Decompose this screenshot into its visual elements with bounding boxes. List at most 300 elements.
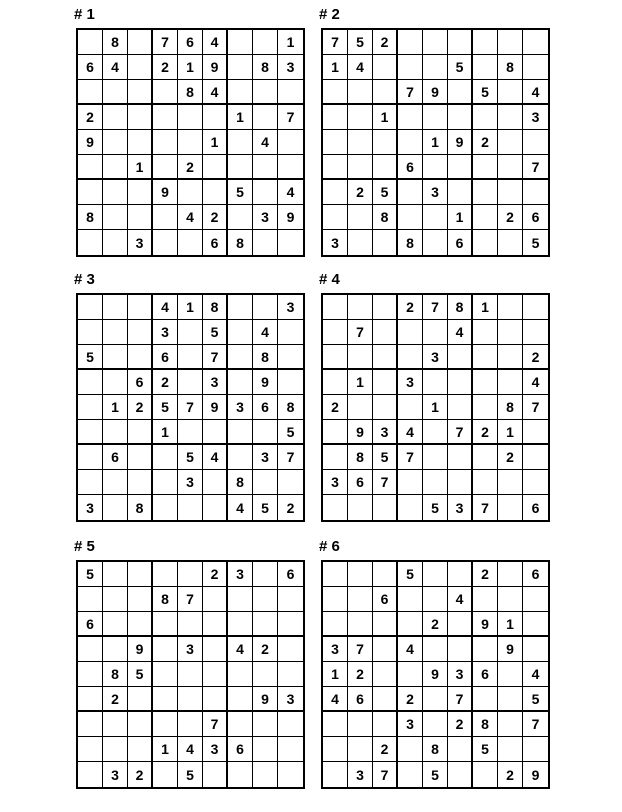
sudoku-cell (153, 662, 178, 687)
sudoku-cell (203, 687, 228, 712)
sudoku-cell: 2 (323, 395, 348, 420)
sudoku-cell (423, 230, 448, 255)
sudoku-cell: 1 (348, 370, 373, 395)
sudoku-cell (78, 295, 103, 320)
puzzle-title: # 1 (74, 6, 95, 23)
sudoku-cell (253, 420, 278, 445)
sudoku-cell: 4 (153, 295, 178, 320)
sudoku-cell (323, 155, 348, 180)
sudoku-cell (448, 370, 473, 395)
sudoku-cell (128, 445, 153, 470)
sudoku-cell (523, 612, 548, 637)
sudoku-cell (128, 295, 153, 320)
sudoku-cell (103, 345, 128, 370)
sudoku-cell (278, 470, 303, 495)
sudoku-cell: 7 (348, 637, 373, 662)
sudoku-cell: 4 (203, 80, 228, 105)
sudoku-cell (128, 105, 153, 130)
sudoku-cell (103, 737, 128, 762)
sudoku-cell (278, 80, 303, 105)
sudoku-cell (153, 80, 178, 105)
sudoku-cell (253, 80, 278, 105)
sudoku-cell (228, 587, 253, 612)
sudoku-cell (178, 105, 203, 130)
sudoku-cell (178, 230, 203, 255)
sudoku-cell: 5 (228, 180, 253, 205)
sudoku-cell: 3 (178, 637, 203, 662)
sudoku-cell: 6 (348, 687, 373, 712)
sudoku-cell (423, 370, 448, 395)
sudoku-cell (103, 587, 128, 612)
sudoku-cell: 2 (348, 662, 373, 687)
sudoku-cell (448, 737, 473, 762)
sudoku-cell: 8 (128, 495, 153, 520)
sudoku-cell (498, 345, 523, 370)
sudoku-cell (253, 662, 278, 687)
sudoku-cell (373, 230, 398, 255)
sudoku-cell: 5 (278, 420, 303, 445)
sudoku-cell: 2 (498, 205, 523, 230)
sudoku-cell (228, 370, 253, 395)
sudoku-cell (128, 420, 153, 445)
sudoku-cell: 7 (373, 762, 398, 787)
sudoku-cell (348, 205, 373, 230)
sudoku-cell: 3 (423, 345, 448, 370)
sudoku-cell: 5 (531, 234, 540, 251)
sudoku-cell: 6 (523, 562, 548, 587)
sudoku-cell (398, 662, 423, 687)
sudoku-cell: 6 (253, 395, 278, 420)
sudoku-cell (523, 470, 548, 495)
sudoku-cell: 3 (523, 105, 548, 130)
sudoku-cell (523, 130, 548, 155)
sudoku-cell (448, 637, 473, 662)
sudoku-cell: 3 (253, 205, 278, 230)
sudoku-cell (448, 470, 473, 495)
sudoku-cell (103, 155, 128, 180)
sudoku-cell (153, 495, 178, 520)
sudoku-cell (498, 495, 523, 520)
sudoku-cell (473, 395, 498, 420)
sudoku-cell (78, 445, 103, 470)
sudoku-cell (373, 612, 398, 637)
sudoku-cell (228, 662, 253, 687)
sudoku-cell: 1 (103, 395, 128, 420)
sudoku-cell (523, 180, 548, 205)
sudoku-cell: 3 (323, 470, 348, 495)
sudoku-cell: 5 (373, 180, 398, 205)
sudoku-cell: 1 (228, 105, 253, 130)
sudoku-cell (128, 130, 153, 155)
sudoku-cell (473, 320, 498, 345)
sudoku-cell: 5 (253, 495, 278, 520)
sudoku-cell (228, 612, 253, 637)
sudoku-cell: 5 (178, 445, 203, 470)
sudoku-cell (128, 737, 153, 762)
sudoku-cell: 8 (228, 230, 253, 255)
sudoku-cell (348, 587, 373, 612)
sudoku-cell: 7 (278, 105, 303, 130)
sudoku-cell (153, 762, 178, 787)
sudoku-cell: 8 (448, 295, 473, 320)
sudoku-grid (76, 293, 305, 522)
sudoku-cell (323, 345, 348, 370)
sudoku-cell (373, 295, 398, 320)
sudoku-cell (153, 612, 178, 637)
sudoku-cell (473, 445, 498, 470)
sudoku-cell: 8 (398, 230, 423, 255)
sudoku-cell (498, 370, 523, 395)
sudoku-cell (423, 205, 448, 230)
sudoku-cell (398, 205, 423, 230)
sudoku-cell (178, 320, 203, 345)
sudoku-cell: 6 (523, 205, 548, 230)
sudoku-cell (178, 345, 203, 370)
sudoku-cell: 1 (373, 105, 398, 130)
sudoku-cell: 8 (103, 30, 128, 55)
sudoku-cell (398, 737, 423, 762)
sudoku-cell (523, 587, 548, 612)
sudoku-cell: 5 (178, 762, 203, 787)
sudoku-cell (398, 495, 423, 520)
sudoku-cell: 3 (423, 180, 448, 205)
sudoku-cell (128, 562, 153, 587)
sudoku-cell: 7 (348, 320, 373, 345)
sudoku-cell (348, 562, 373, 587)
sudoku-cell (153, 712, 178, 737)
sudoku-cell: 3 (253, 445, 278, 470)
sudoku-cell (278, 762, 303, 787)
sudoku-cell (203, 637, 228, 662)
sudoku-cell: 9 (203, 55, 228, 80)
sudoku-cell: 7 (178, 587, 203, 612)
sudoku-cell: 4 (103, 55, 128, 80)
sudoku-cell (228, 320, 253, 345)
sudoku-cell (373, 155, 398, 180)
sudoku-cell (228, 712, 253, 737)
sudoku-cell: 4 (523, 80, 548, 105)
sudoku-cell (423, 105, 448, 130)
sudoku-cell (128, 205, 153, 230)
sudoku-cell (78, 637, 103, 662)
sudoku-cell (103, 420, 128, 445)
sudoku-cell (103, 205, 128, 230)
sudoku-cell (523, 295, 548, 320)
sudoku-cell (153, 105, 178, 130)
sudoku-cell (323, 320, 348, 345)
sudoku-cell (348, 612, 373, 637)
sudoku-cell (278, 320, 303, 345)
sudoku-cell (128, 345, 153, 370)
sudoku-cell (373, 80, 398, 105)
sudoku-cell (228, 445, 253, 470)
sudoku-cell (203, 587, 228, 612)
sudoku-cell: 4 (178, 205, 203, 230)
sudoku-cell (373, 320, 398, 345)
sudoku-cell (473, 180, 498, 205)
puzzle-title: # 2 (319, 6, 340, 23)
sudoku-cell: 3 (203, 370, 228, 395)
sudoku-cell (103, 130, 128, 155)
sudoku-cell (78, 762, 103, 787)
sudoku-cell (253, 180, 278, 205)
sudoku-cell (128, 180, 153, 205)
sudoku-cell (178, 495, 203, 520)
sudoku-cell (448, 30, 473, 55)
sudoku-cell (228, 295, 253, 320)
sudoku-cell (473, 205, 498, 230)
sudoku-cell (323, 205, 348, 230)
sudoku-cell: 3 (228, 562, 253, 587)
sudoku-cell (398, 587, 423, 612)
sudoku-cell: 9 (253, 687, 278, 712)
sudoku-cell: 4 (253, 130, 278, 155)
sudoku-cell (253, 470, 278, 495)
sudoku-cell: 3 (203, 737, 228, 762)
sudoku-cell (323, 180, 348, 205)
sudoku-cell: 4 (228, 637, 253, 662)
sudoku-cell (373, 637, 398, 662)
sudoku-cell (448, 562, 473, 587)
sudoku-cell (78, 737, 103, 762)
sudoku-cell (323, 445, 348, 470)
sudoku-cell (78, 662, 103, 687)
sudoku-cell (348, 155, 373, 180)
sudoku-cell (203, 105, 228, 130)
sudoku-cell: 6 (153, 345, 178, 370)
sudoku-cell (348, 737, 373, 762)
sudoku-cell: 9 (78, 130, 103, 155)
sudoku-cell: 1 (498, 420, 523, 445)
sudoku-cell (473, 230, 498, 255)
sudoku-cell (178, 370, 203, 395)
sudoku-cell (498, 230, 523, 255)
sudoku-cell (448, 395, 473, 420)
sudoku-cell: 3 (128, 230, 153, 255)
sudoku-cell: 4 (203, 445, 228, 470)
sudoku-cell (398, 762, 423, 787)
sudoku-cell: 8 (178, 80, 203, 105)
sudoku-cell (498, 295, 523, 320)
sudoku-cell (423, 30, 448, 55)
sudoku-cell: 5 (348, 30, 373, 55)
sudoku-cell (398, 55, 423, 80)
sudoku-cell: 7 (523, 712, 548, 737)
sudoku-cell (78, 370, 103, 395)
sudoku-cell: 7 (373, 470, 398, 495)
sudoku-cell (103, 470, 128, 495)
sudoku-cell (178, 130, 203, 155)
sudoku-cell: 4 (323, 687, 348, 712)
sudoku-cell: 2 (203, 205, 228, 230)
sudoku-cell (348, 712, 373, 737)
sudoku-cell (278, 612, 303, 637)
sudoku-cell (498, 180, 523, 205)
sudoku-cell (203, 180, 228, 205)
sudoku-cell (448, 105, 473, 130)
sudoku-cell (78, 30, 103, 55)
sudoku-cell (228, 80, 253, 105)
sudoku-cell (103, 230, 128, 255)
sudoku-cell: 5 (523, 687, 548, 712)
sudoku-cell (103, 637, 128, 662)
sudoku-cell: 4 (448, 587, 473, 612)
sudoku-cell (153, 445, 178, 470)
sudoku-cell (473, 762, 498, 787)
sudoku-cell: 1 (448, 205, 473, 230)
sudoku-cell: 3 (278, 687, 303, 712)
sudoku-cell (398, 320, 423, 345)
sudoku-cell: 6 (203, 230, 228, 255)
sudoku-cell: 2 (423, 612, 448, 637)
sudoku-grid (76, 560, 305, 789)
sudoku-cell (178, 687, 203, 712)
sudoku-cell: 9 (498, 637, 523, 662)
sudoku-cell (103, 295, 128, 320)
sudoku-cell (498, 587, 523, 612)
sudoku-cell (228, 762, 253, 787)
sudoku-cell: 5 (153, 395, 178, 420)
sudoku-cell (253, 612, 278, 637)
sudoku-cell (203, 155, 228, 180)
sudoku-cell (278, 737, 303, 762)
sudoku-cell: 1 (178, 55, 203, 80)
sudoku-cell: 5 (128, 662, 153, 687)
sudoku-cell (128, 712, 153, 737)
sudoku-cell: 3 (398, 712, 423, 737)
sudoku-cell (103, 80, 128, 105)
sudoku-cell (473, 637, 498, 662)
sudoku-cell (203, 612, 228, 637)
sudoku-cell (278, 155, 303, 180)
sudoku-cell (498, 130, 523, 155)
sudoku-cell: 4 (228, 495, 253, 520)
sudoku-cell (228, 420, 253, 445)
sudoku-cell: 5 (423, 495, 448, 520)
sudoku-cell (448, 345, 473, 370)
sudoku-cell: 2 (153, 370, 178, 395)
sudoku-cell (278, 662, 303, 687)
sudoku-cell: 1 (323, 55, 348, 80)
sudoku-cell (278, 230, 303, 255)
sudoku-cell (178, 420, 203, 445)
sudoku-cell: 3 (373, 420, 398, 445)
sudoku-cell: 7 (448, 420, 473, 445)
sudoku-cell (78, 712, 103, 737)
sudoku-cell (78, 395, 103, 420)
sudoku-cell: 8 (473, 712, 498, 737)
sudoku-cell (323, 130, 348, 155)
sudoku-cell: 1 (498, 612, 523, 637)
sudoku-cell (228, 205, 253, 230)
sudoku-cell (228, 130, 253, 155)
sudoku-cell (423, 55, 448, 80)
sudoku-cell (78, 155, 103, 180)
sudoku-cell (373, 712, 398, 737)
sudoku-cell: 2 (103, 687, 128, 712)
sudoku-cell: 1 (153, 737, 178, 762)
sudoku-cell: 4 (448, 320, 473, 345)
sudoku-cell: 4 (523, 662, 548, 687)
sudoku-cell (448, 612, 473, 637)
sudoku-cell (348, 495, 373, 520)
sudoku-cell (323, 587, 348, 612)
sudoku-cell: 5 (203, 320, 228, 345)
sudoku-cell: 8 (423, 737, 448, 762)
sudoku-cell: 1 (423, 395, 448, 420)
sudoku-cell (423, 470, 448, 495)
sudoku-cell: 8 (153, 587, 178, 612)
sudoku-cell: 2 (286, 499, 295, 516)
puzzle-title: # 6 (319, 538, 340, 555)
sudoku-cell (103, 320, 128, 345)
sudoku-cell (278, 587, 303, 612)
sudoku-cell (153, 562, 178, 587)
sudoku-cell: 2 (473, 130, 498, 155)
sudoku-cell: 2 (523, 345, 548, 370)
sudoku-cell: 9 (278, 205, 303, 230)
sudoku-grid (321, 293, 550, 522)
sudoku-cell: 9 (473, 612, 498, 637)
sudoku-grid (76, 28, 305, 257)
sudoku-cell (423, 155, 448, 180)
sudoku-cell: 5 (78, 562, 103, 587)
sudoku-cell (278, 130, 303, 155)
sudoku-cell: 9 (423, 80, 448, 105)
sudoku-cell: 7 (398, 445, 423, 470)
sudoku-cell: 8 (203, 295, 228, 320)
sudoku-cell (473, 587, 498, 612)
sudoku-cell: 2 (373, 30, 398, 55)
sudoku-cell: 2 (448, 712, 473, 737)
sudoku-cell (523, 637, 548, 662)
sudoku-cell (498, 30, 523, 55)
sudoku-cell: 2 (128, 762, 153, 787)
sudoku-cell (348, 80, 373, 105)
sudoku-cell (128, 30, 153, 55)
sudoku-cell (398, 180, 423, 205)
sudoku-cell (348, 230, 373, 255)
sudoku-cell: 8 (103, 662, 128, 687)
sudoku-cell (153, 637, 178, 662)
sudoku-cell: 9 (253, 370, 278, 395)
sudoku-cell: 3 (323, 230, 348, 255)
sudoku-cell: 9 (448, 130, 473, 155)
sudoku-cell (153, 687, 178, 712)
sudoku-cell (178, 612, 203, 637)
sudoku-cell (203, 470, 228, 495)
sudoku-cell: 8 (78, 205, 103, 230)
sudoku-cell (498, 320, 523, 345)
sudoku-cell: 6 (128, 370, 153, 395)
sudoku-cell (323, 295, 348, 320)
sudoku-cell (128, 80, 153, 105)
sudoku-cell (228, 30, 253, 55)
puzzle-title: # 3 (74, 271, 95, 288)
sudoku-cell (473, 105, 498, 130)
sudoku-cell: 4 (203, 30, 228, 55)
sudoku-cell (448, 155, 473, 180)
sudoku-cell (78, 420, 103, 445)
sudoku-cell (103, 712, 128, 737)
sudoku-cell (103, 562, 128, 587)
sudoku-cell (498, 562, 523, 587)
sudoku-cell: 6 (78, 55, 103, 80)
sudoku-cell: 6 (448, 230, 473, 255)
sudoku-cell (253, 155, 278, 180)
sudoku-cell (373, 562, 398, 587)
sudoku-cell (473, 55, 498, 80)
